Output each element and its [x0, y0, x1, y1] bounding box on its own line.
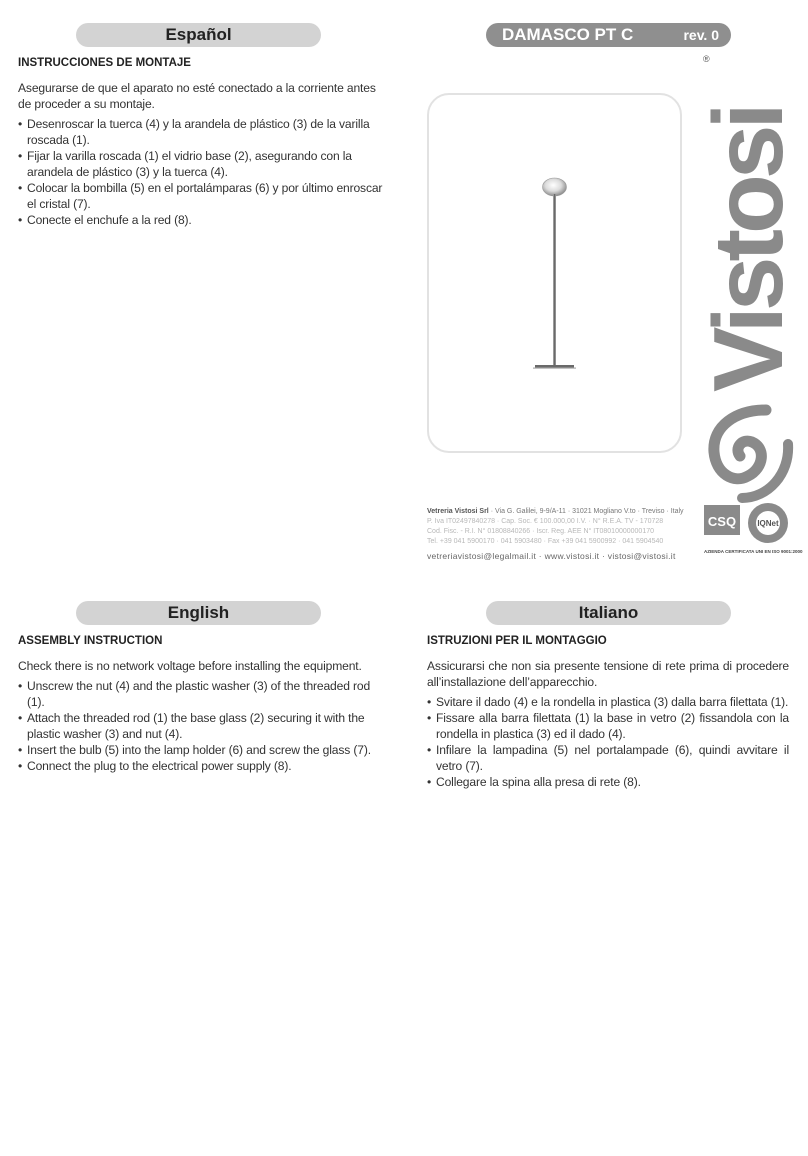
company-info: [427, 507, 691, 561]
list-item: • Desenroscar la tuerca (4) y la arandela de plástico (3) de la varilla roscada (1).: [18, 116, 383, 148]
language-header-english: English: [76, 601, 321, 625]
section-spanish: [18, 55, 383, 228]
revision-label: rev. 0: [683, 27, 719, 43]
steps-italian: [427, 694, 789, 790]
intro-english: Check there is no network voltage before installing the equipment.: [18, 659, 362, 673]
brand-wordmark: Vistosi: [693, 107, 803, 392]
brand-swirl-icon: [714, 410, 788, 498]
list-item: • Attach the threaded rod (1) the base glass (2) securing it with the plastic washer (3) and nut (4).: [18, 710, 383, 742]
heading-italian: ISTRUZIONI PER IL MONTAGGIO: [427, 635, 607, 647]
floor-lamp-image: [429, 95, 680, 451]
list-item: • Colocar la bombilla (5) en el portalámparas (6) y por último enroscar el cristal (7).: [18, 180, 383, 212]
list-item: • Svitare il dado (4) e la rondella in plastica (3) dalla barra filettata (1).: [427, 694, 789, 710]
list-item: • Infilare la lampadina (5) nel portalampade (6), quindi avvitare il vetro (7).: [427, 742, 789, 774]
company-registry-line: Cod. Fisc. - R.I. N° 01808840266 · Iscr. Reg. AEE N° IT08010000000170: [427, 528, 655, 535]
company-phone-line: Tel. +39 041 5900170 · 041 5903480 · Fax +39 041 5900992 · 041 5904540: [427, 538, 664, 545]
product-header: [486, 23, 731, 47]
heading-spanish: INSTRUCCIONES DE MONTAJE: [18, 57, 191, 69]
intro-spanish: Asegurarse de que el aparato no esté conectado a la corriente antes de proceder a su montaje.: [18, 81, 376, 111]
list-item: • Collegare la spina alla presa di rete (8).: [427, 774, 789, 790]
section-english: [18, 633, 383, 774]
registered-mark: ®: [703, 54, 710, 64]
list-item: • Connect the plug to the electrical power supply (8).: [18, 758, 383, 774]
brand-logo: [693, 62, 803, 502]
list-item: • Insert the bulb (5) into the lamp holder (6) and screw the glass (7).: [18, 742, 383, 758]
section-italian: [427, 633, 789, 790]
steps-english: [18, 678, 383, 774]
company-fiscal-line: P. Iva IT02497840278 · Cap. Soc. € 100.000,00 I.V. · N° R.E.A. TV - 170728: [427, 518, 664, 525]
company-name: Vetreria Vistosi Srl: [427, 508, 489, 515]
company-address-line: Vetreria Vistosi Srl · Via G. Galilei, 9-9/A-11 · 31021 Mogliano V.to · Treviso · Italy: [427, 508, 684, 515]
list-item: • Unscrew the nut (4) and the plastic washer (3) of the threaded rod (1).: [18, 678, 383, 710]
language-header-italian: Italiano: [486, 601, 731, 625]
steps-spanish: [18, 116, 383, 228]
list-item: • Conecte el enchufe a la red (8).: [18, 212, 383, 228]
list-item: • Fijar la varilla roscada (1) el vidrio base (2), asegurando con la arandela de plástico (3) y la tuerca (4).: [18, 148, 383, 180]
cert-mark-right: IQNet: [757, 519, 779, 528]
intro-italian: Assicurarsi che non sia presente tensione di rete prima di procedere all’installazione dell’apparecchio.: [427, 659, 789, 689]
company-web-line: vetreriavistosi@legalmail.it · www.vistosi.it · vistosi@vistosi.it: [427, 551, 676, 561]
heading-english: ASSEMBLY INSTRUCTION: [18, 635, 163, 647]
list-item: • Fissare alla barra filettata (1) la base in vetro (2) fissandola con la rondella in plastica (3) ed il dado (4).: [427, 710, 789, 742]
cert-mark-left: CSQ: [707, 514, 737, 529]
product-photo-frame: [427, 93, 682, 453]
certification-caption: AZIENDA CERTIFICATA UNI EN ISO 9001:2000: [704, 549, 803, 554]
language-header-spanish: Español: [76, 23, 321, 47]
product-name: DAMASCO PT C: [502, 25, 634, 44]
